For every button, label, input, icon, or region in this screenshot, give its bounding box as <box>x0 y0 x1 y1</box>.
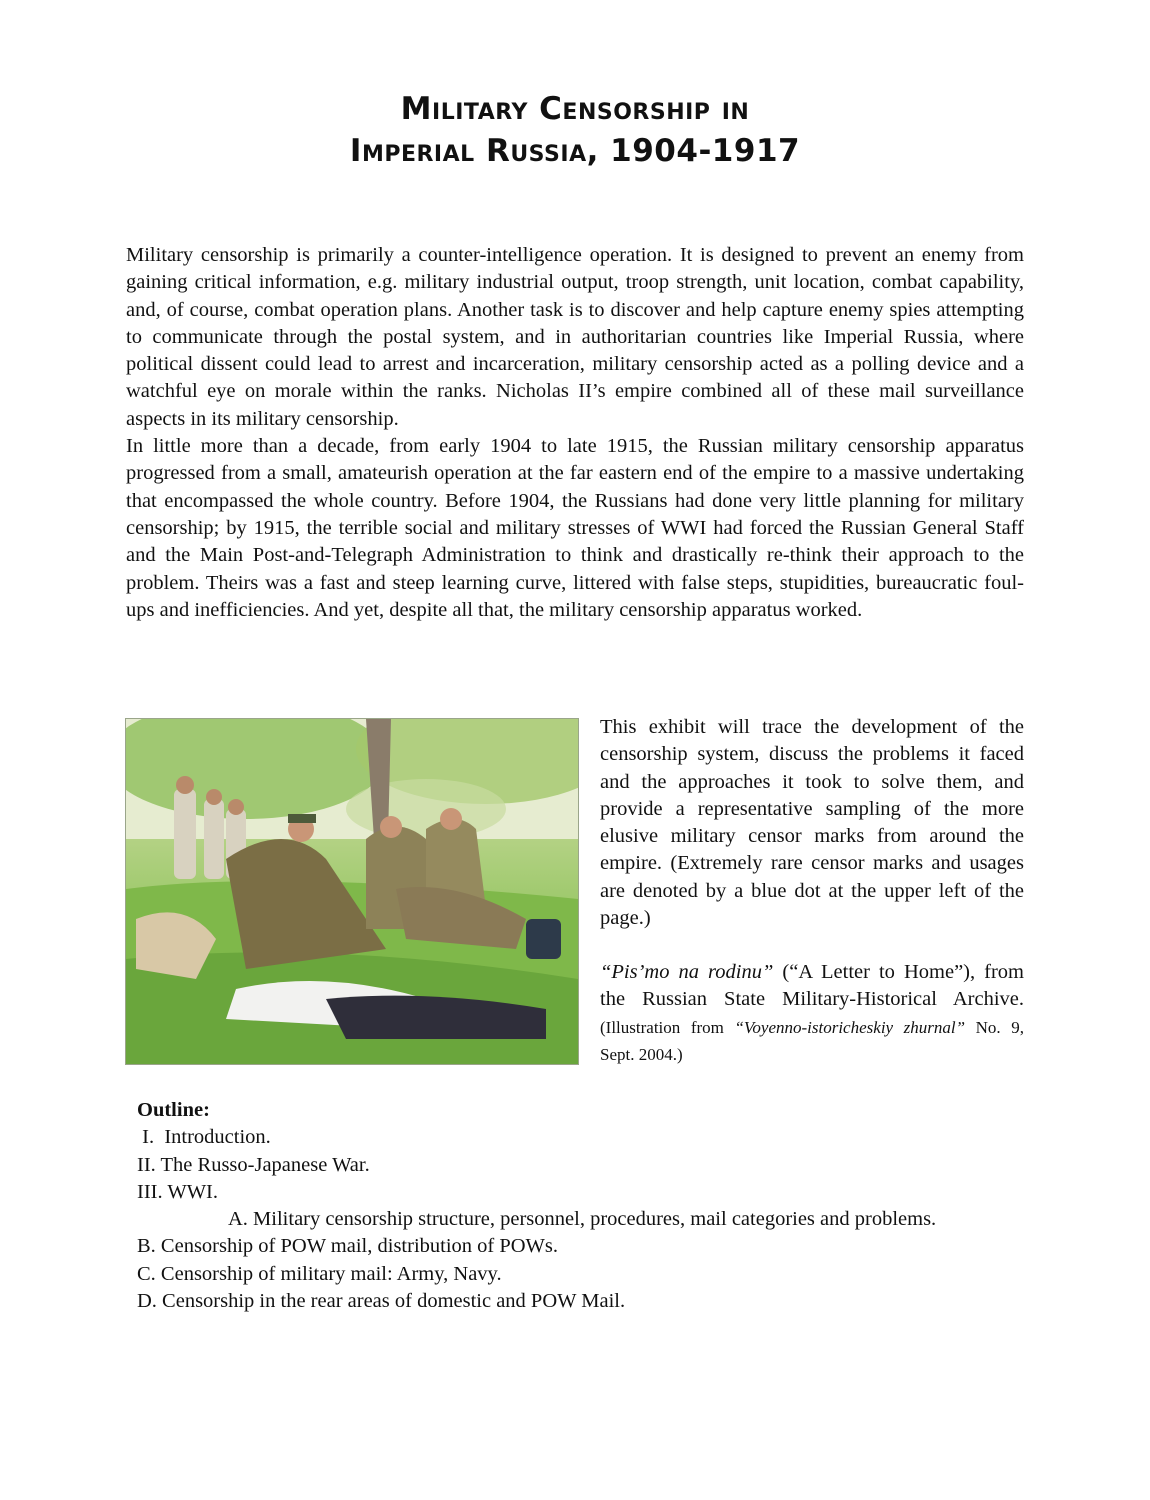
outline <box>137 1097 936 1315</box>
title-line-1: Military Censorship in <box>400 91 750 127</box>
outline-item: B. Censorship of POW mail, distribution of POWs. <box>137 1235 559 1258</box>
paragraph-1: Military censorship is primarily a counter-intelligence operation. It is designed to prevent an enemy from gaining critical information, e.g. military industrial output, troop strength, unit location, combat capability, and, of course, combat operation plans. Another task is to discover and help capture enemy spies attempting to communicate through the postal system, and in authoritarian countries like Imperial Russia, where political dissent could lead to arrest and incarceration, military censorship acted as a polling device and a watchful eye on morale within the ranks. Nicholas II’s empire combined all of these mail surveillance aspects in its military censorship. <box>126 244 1024 430</box>
outline-item: III. WWI. <box>137 1180 219 1203</box>
caption-text: (“A Letter to Home”), from the Russian State Military-Historical Archive. <box>600 961 1024 1011</box>
caption-title: “Pis’mo na rodinu” <box>600 961 774 983</box>
outline-item: D. Censorship in the rear areas of domestic and POW Mail. <box>137 1290 626 1313</box>
outline-item: II. The Russo-Japanese War. <box>137 1153 370 1176</box>
exhibit-description: This exhibit will trace the development of the censorship system, discuss the problems it faced and the approaches it took to solve them, and provide a representative sampling of the more elusive military censor marks from around the empire. (Extremely rare censor marks and usages are denoted by a blue dot at the upper left of the page.) <box>600 716 1024 930</box>
outline-item: C. Censorship of military mail: Army, Navy. <box>137 1262 502 1285</box>
paragraph-2: In little more than a decade, from early 1904 to late 1915, the Russian military censorship apparatus progressed from a small, amateurish operation at the far eastern end of the empire to a massive undertaking that encompassed the whole country. Before 1904, the Russians had done very little planning for military censorship; by 1915, the terrible social and military stresses of WWI had forced the Russian General Staff and the Main Post-and-Telegraph Administration to think and drastically re-think their approach to the problem. Theirs was a fast and steep learning curve, littered with false steps, stupidities, bureaucratic foul-ups and inefficiencies. And yet, despite all that, the military censorship apparatus worked. <box>126 435 1024 621</box>
illustration-caption <box>600 959 1024 1068</box>
caption-source-post: No. 9, Sept. 2004.) <box>600 1017 1024 1064</box>
outline-heading: Outline: <box>137 1099 210 1121</box>
intro-text <box>126 242 1024 624</box>
caption-source-journal: “Voyenno-istoricheskiy zhurnal” <box>734 1017 966 1037</box>
title-line-2: Imperial Russia, 1904-1917 <box>349 133 801 169</box>
outline-item: I. Introduction. <box>137 1126 271 1149</box>
caption-source-pre: (Illustration from <box>600 1017 735 1037</box>
page-title <box>0 88 1150 172</box>
caption-source <box>600 1018 1024 1064</box>
outline-item: A. Military censorship structure, personnel, procedures, mail categories and problems. <box>228 1208 937 1231</box>
illustration-letter-to-home <box>125 718 579 1065</box>
